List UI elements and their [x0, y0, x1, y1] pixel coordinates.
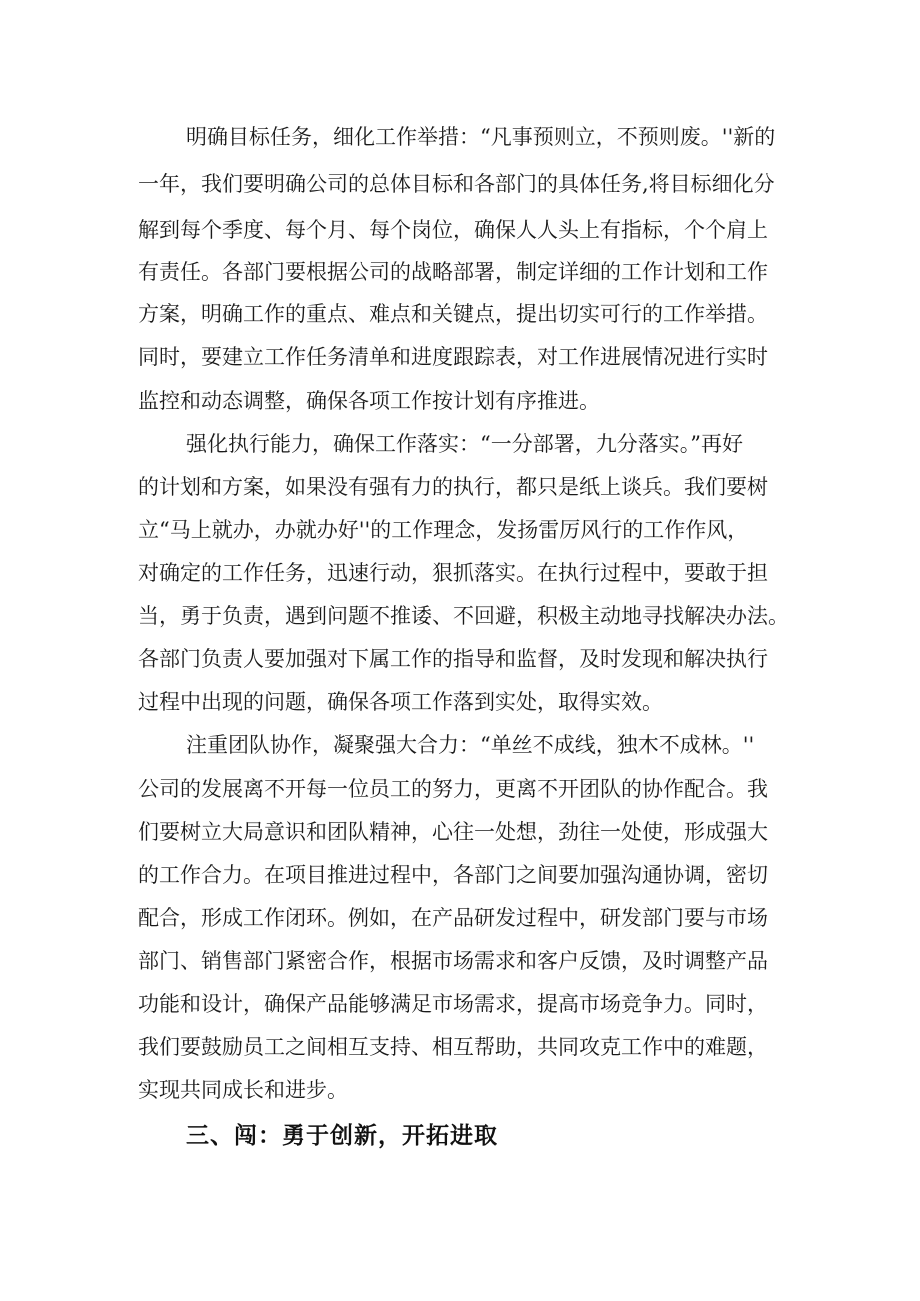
paragraph-3-line-8: 我们要鼓励员工之间相互支持、相互帮助，共同攻克工作中的难题，: [138, 1035, 768, 1059]
paragraph-1-line-6: 同时，要建立工作任务清单和进度跟踪表，对工作进展情况进行实时: [138, 345, 768, 369]
paragraph-3-line-7: 功能和设计，确保产品能够满足市场需求，提高市场竞争力。同时，: [138, 992, 768, 1016]
paragraph-2-line-2: 的计划和方案，如果没有强有力的执行，都只是纸上谈兵。我们要树: [138, 475, 768, 499]
paragraph-1-line-5: 方案，明确工作的重点、难点和关键点，提出切实可行的工作举措。: [138, 302, 768, 326]
paragraph-2-line-7: 过程中出现的问题，确保各项工作落到实处，取得实效。: [138, 690, 663, 714]
paragraph-1-line-1: 明确目标任务，细化工作举措：“凡事预则立，不预则废。''新的: [186, 125, 776, 149]
paragraph-1-line-7: 监控和动态调整，确保各项工作按计划有序推进。: [138, 389, 600, 413]
paragraph-3-line-9: 实现共同成长和进步。: [138, 1078, 348, 1102]
paragraph-1-line-3: 解到每个季度、每个月、每个岗位，确保人人头上有指标，个个肩上: [138, 218, 768, 242]
paragraph-2-line-6: 各部门负责人要加强对下属工作的指导和监督，及时发现和解决执行: [138, 647, 768, 671]
paragraph-3-line-5: 配合，形成工作闭环。例如，在产品研发过程中，研发部门要与市场: [138, 906, 768, 930]
paragraph-3-line-1: 注重团队协作，凝聚强大合力：“单丝不成线，独木不成林。'': [186, 733, 755, 757]
paragraph-3-line-2: 公司的发展离不开每一位员工的努力，更离不开团队的协作配合。我: [138, 777, 768, 801]
paragraph-1-line-2: 一年，我们要明确公司的总体目标和各部门的具体任务,将目标细化分: [138, 172, 775, 196]
paragraph-3-line-6: 部门、销售部门紧密合作，根据市场需求和客户反馈，及时调整产品: [138, 949, 768, 973]
paragraph-3-line-3: 们要树立大局意识和团队精神，心往一处想，劲往一处使，形成强大: [138, 820, 768, 844]
section-heading: 三、闯：勇于创新，开拓进取: [186, 1123, 498, 1149]
paragraph-2-line-4: 对确定的工作任务，迅速行动，狠抓落实。在执行过程中，要敢于担: [138, 561, 768, 585]
paragraph-2-line-3: 立“马上就办，办就办好''的工作理念，发扬雷厉风行的工作作风，: [138, 518, 749, 542]
paragraph-2-line-1: 强化执行能力，确保工作落实：“一分部署，九分落实。”再好: [186, 432, 743, 456]
paragraph-1-line-4: 有责任。各部门要根据公司的战略部署，制定详细的工作计划和工作: [138, 260, 768, 284]
paragraph-2-line-5: 当，勇于负责，遇到问题不推诿、不回避，积极主动地寻找解决办法。: [138, 604, 789, 628]
paragraph-3-line-4: 的工作合力。在项目推进过程中，各部门之间要加强沟通协调，密切: [138, 863, 768, 887]
